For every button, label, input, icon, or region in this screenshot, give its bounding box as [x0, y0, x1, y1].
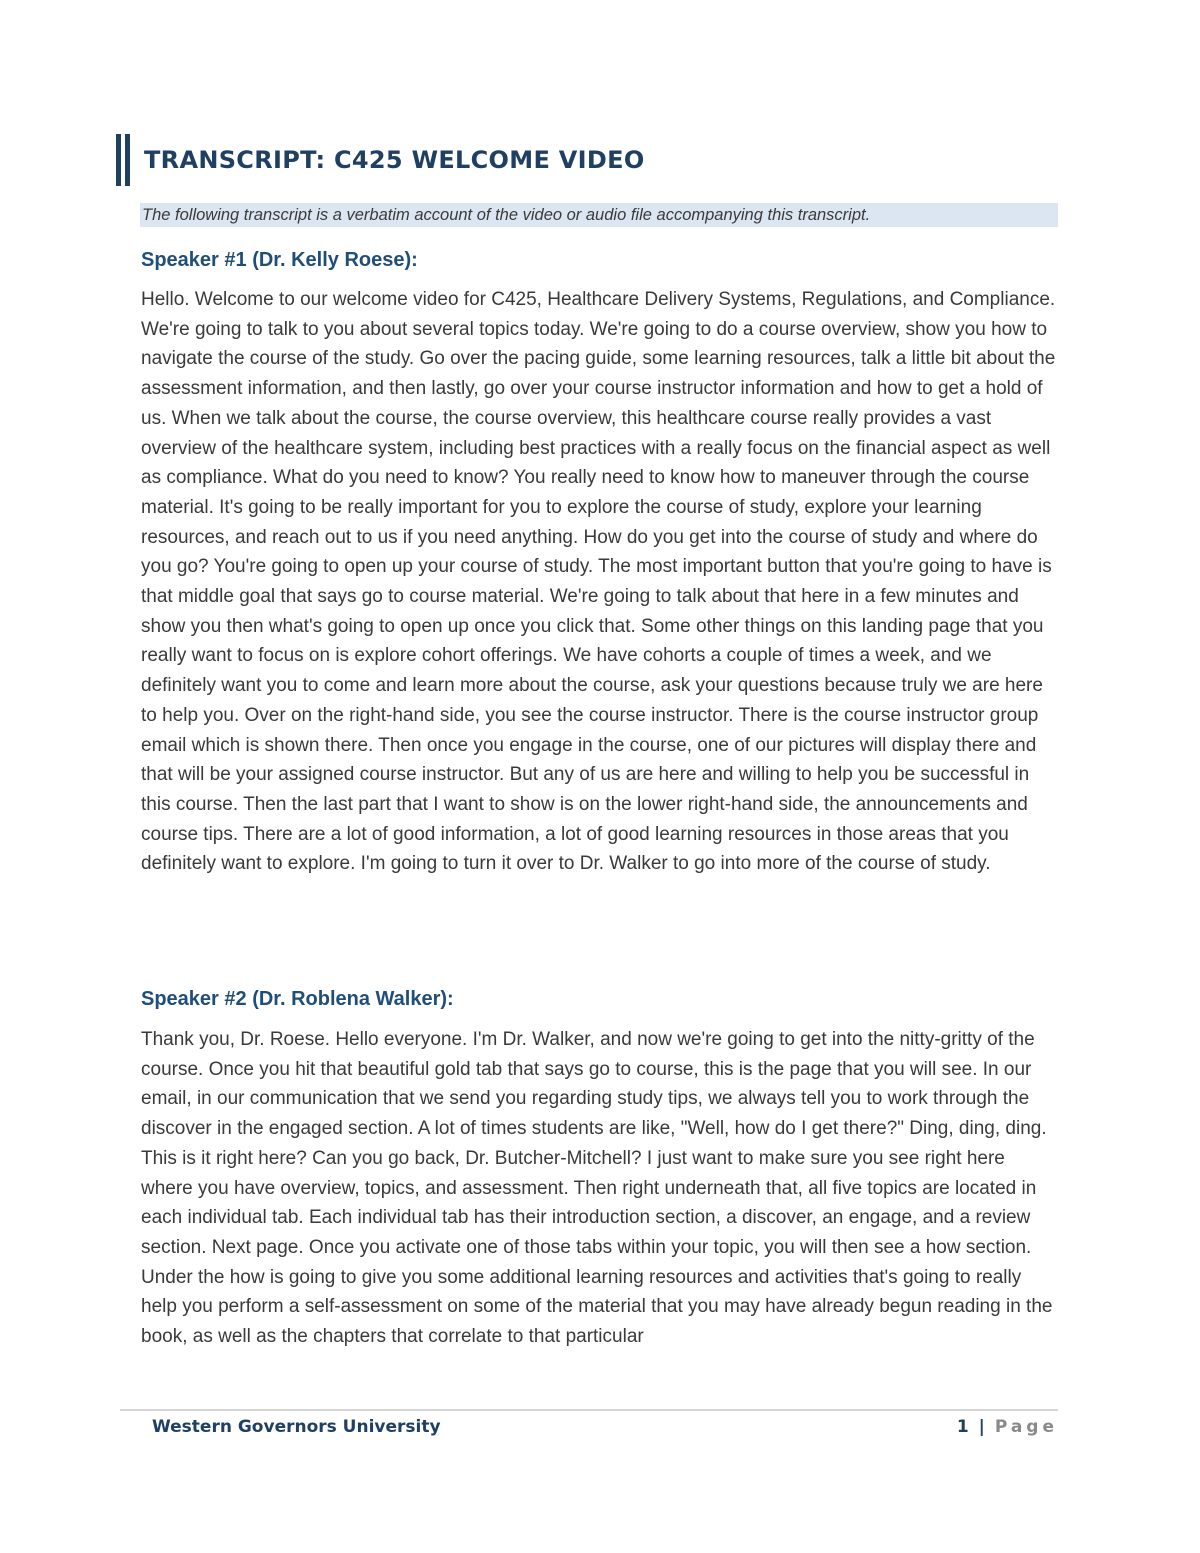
document-title-block — [116, 134, 645, 186]
footer-institution: Western Governors University — [152, 1417, 441, 1437]
title-accent-bar — [116, 134, 121, 186]
speaker-1-heading: Speaker #1 (Dr. Kelly Roese): — [141, 249, 418, 271]
speaker-2-heading: Speaker #2 (Dr. Roblena Walker): — [141, 988, 454, 1010]
document-title: TRANSCRIPT: C425 WELCOME VIDEO — [144, 146, 645, 174]
speaker-1-transcript: Hello. Welcome to our welcome video for C425, Healthcare Delivery Systems, Regulations, and Compliance. We're going to talk to you about several topics today. We're going to do a course overview, show you how to navigate the course of the study. Go over the pacing guide, some learning resources, talk a little bit about the assessment information, and then lastly, go over your course instructor information and how to get a hold of us. When we talk about the course, the course overview, this healthcare course really provides a vast overview of the healthcare system, including best practices with a really focus on the financial aspect as well as compliance. What do you need to know? You really need to know how to maneuver through the course material. It's going to be really important for you to explore the course of study, explore your learning resources, and reach out to us if you need anything. How do you get into the course of study and where do you go? You're going to open up your course of study. The most important button that you're going to have is that middle goal that says go to course material. We're going to talk about that here in a few minutes and show you then what's going to open up once you click that. Some other things on this landing page that you really want to focus on is explore cohort offerings. We have cohorts a couple of times a week, and we definitely want you to come and learn more about the course, ask your questions because truly we are here to help you. Over on the right-hand side, you see the course instructor. There is the course instructor group email which is shown there. Then once you engage in the course, one of our pictures will display there and that will be your assigned course instructor. But any of us are here and willing to help you be successful in this course. Then the last part that I want to show is on the lower right-hand side, the announcements and course tips. There are a lot of good information, a lot of good learning resources in those areas that you definitely want to explore. I'm going to turn it over to Dr. Walker to go into more of the course of study. — [141, 289, 1056, 875]
title-accent-bars — [116, 134, 134, 186]
page-number: 1 — [956, 1417, 971, 1437]
page-label: Page — [994, 1417, 1058, 1437]
title-accent-bar — [125, 134, 130, 186]
footer-divider — [120, 1409, 1058, 1411]
document-subtitle: The following transcript is a verbatim account of the video or audio file accompanying this transcript. — [140, 203, 1058, 227]
speaker-2-transcript: Thank you, Dr. Roese. Hello everyone. I'm Dr. Walker, and now we're going to get into the nitty-gritty of the course. Once you hit that beautiful gold tab that says go to course, this is the page that you will see. In our email, in our communication that we send you regarding study tips, we always tell you to work through the discover in the engaged section. A lot of times students are like, "Well, how do I get there?" Ding, ding, ding. This is it right here? Can you go back, Dr. Butcher-Mitchell? I just want to make sure you see right here where you have overview, topics, and assessment. Then right underneath that, all five topics are located in each individual tab. Each individual tab has their introduction section, a discover, an engage, and a review section. Next page. Once you activate one of those tabs within your topic, you will then see a how section. Under the how is going to give you some additional learning resources and activities that's going to really help you perform a self-assessment on some of the material that you may have already begun reading in the book, as well as the chapters that correlate to that particular — [141, 1029, 1053, 1348]
footer-page-indicator — [957, 1417, 1058, 1437]
page-separator: | — [978, 1417, 987, 1437]
